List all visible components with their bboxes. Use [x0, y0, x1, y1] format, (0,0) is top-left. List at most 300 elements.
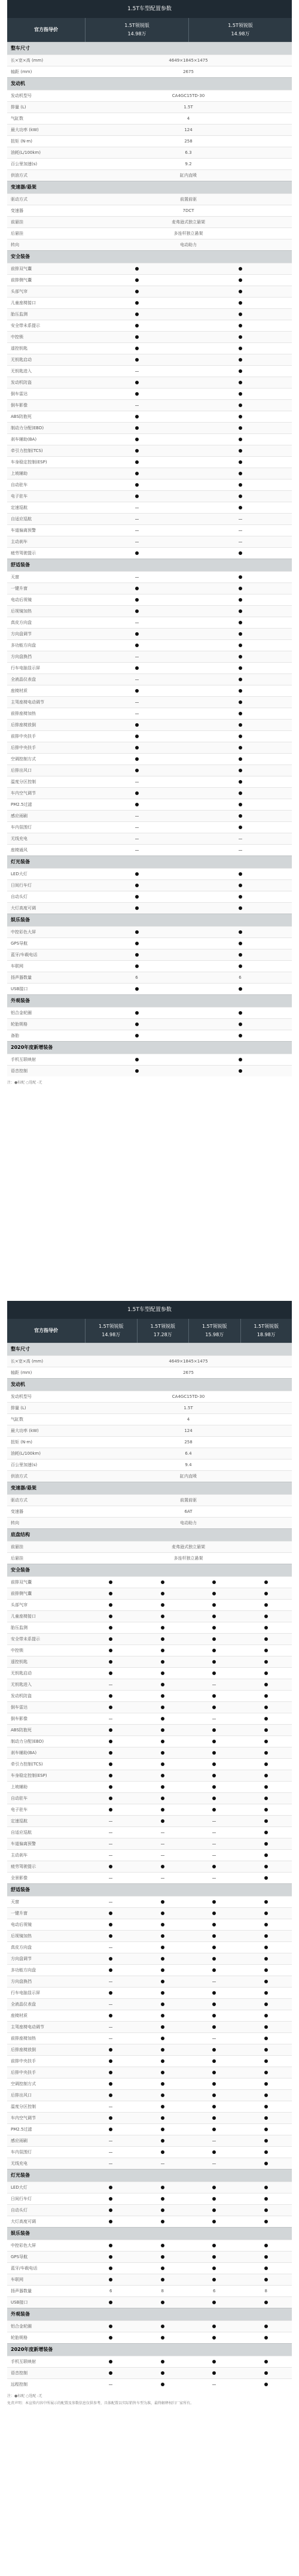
- standard-dot-icon: [85, 298, 188, 308]
- standard-dot-icon: [188, 1793, 240, 1804]
- not-available-dash-icon: [85, 1679, 137, 1690]
- spec-label: LED大灯: [11, 872, 28, 876]
- standard-dot-icon: [137, 2101, 189, 2112]
- standard-dot-icon: [240, 1873, 292, 1883]
- spec-value: CA4GC15TD-30: [172, 1394, 205, 1399]
- spec-row: [7, 1459, 292, 1470]
- spec-label: 倒车雷达: [11, 1705, 28, 1710]
- not-available-dash-icon: [188, 1679, 240, 1690]
- standard-dot-icon: [240, 1645, 292, 1656]
- not-available-dash-icon: [188, 1976, 240, 1987]
- standard-dot-icon: [240, 1702, 292, 1713]
- spec-row: [7, 1826, 292, 1838]
- standard-dot-icon: [188, 2321, 240, 2332]
- section-header: 发动机: [7, 77, 292, 90]
- standard-dot-icon: [240, 1656, 292, 1667]
- spec-label: 百公里加速(s): [11, 1463, 38, 1467]
- header-label: 官方指导价: [34, 27, 58, 32]
- spec-label: 日间行车灯: [11, 883, 32, 888]
- spec-label: 安全带未系提示: [11, 323, 40, 328]
- spec-row: [7, 821, 292, 833]
- standard-dot-icon: [85, 377, 188, 388]
- spec-label: 最大功率 (kW): [11, 128, 39, 132]
- standard-dot-icon: [188, 1702, 240, 1713]
- standard-dot-icon: [188, 1054, 292, 1065]
- standard-dot-icon: [188, 502, 292, 513]
- standard-dot-icon: [188, 811, 292, 821]
- standard-dot-icon: [188, 309, 292, 320]
- spec-row: [7, 1391, 292, 1402]
- spec-label: 车联网: [11, 2277, 23, 2282]
- standard-dot-icon: [137, 2182, 189, 2193]
- standard-dot-icon: [85, 2252, 137, 2262]
- not-available-dash-icon: [85, 2101, 137, 2112]
- standard-dot-icon: [188, 663, 292, 673]
- sheet-title: 1.5T车型配置参数: [7, 0, 292, 18]
- not-available-dash-icon: [85, 776, 188, 787]
- spec-row: [7, 1622, 292, 1633]
- standard-dot-icon: [188, 1725, 240, 1735]
- standard-dot-icon: [240, 1976, 292, 1987]
- standard-dot-icon: [85, 754, 188, 764]
- spec-value: 124: [184, 128, 193, 132]
- spec-row: [7, 1872, 292, 1883]
- model-column-header: [85, 1319, 137, 1343]
- spec-label: GPS导航: [11, 2255, 28, 2259]
- standard-dot-icon: [240, 2056, 292, 2067]
- standard-dot-icon: [188, 332, 292, 342]
- model-name: 1.5T领锐版: [202, 1324, 227, 1329]
- standard-dot-icon: [137, 1782, 189, 1792]
- spec-label: 方向盘调节: [11, 632, 32, 636]
- standard-dot-icon: [137, 1965, 189, 1976]
- spec-row: [7, 468, 292, 479]
- standard-dot-icon: [188, 776, 292, 787]
- not-available-dash-icon: [85, 2022, 137, 2032]
- standard-dot-icon: [137, 2240, 189, 2251]
- standard-dot-icon: [137, 2356, 189, 2367]
- header-label: 官方指导价: [34, 1328, 58, 1333]
- spec-label: 疲劳驾驶提示: [11, 1864, 36, 1869]
- not-available-dash-icon: [188, 845, 292, 855]
- section-header: 变速器/悬架: [7, 1482, 292, 1494]
- standard-dot-icon: [137, 2368, 189, 2378]
- standard-dot-icon: [137, 1747, 189, 1758]
- spec-label: 日间行车灯: [11, 2196, 32, 2201]
- spec-row: [7, 594, 292, 605]
- spec-label: 供油方式: [11, 173, 28, 178]
- spec-row: [7, 2055, 292, 2067]
- not-available-dash-icon: [188, 2135, 240, 2146]
- spec-label: 车内氛围灯: [11, 825, 32, 830]
- spec-row: [7, 2216, 292, 2227]
- spec-row: [7, 730, 292, 742]
- standard-dot-icon: [137, 2263, 189, 2274]
- standard-dot-icon: [137, 2010, 189, 2021]
- standard-dot-icon: [240, 1577, 292, 1588]
- model-column-header: [240, 1319, 292, 1343]
- standard-dot-icon: [137, 1611, 189, 1622]
- standard-dot-icon: [137, 1691, 189, 1701]
- spec-label: 转向: [11, 242, 19, 247]
- standard-dot-icon: [188, 2368, 240, 2378]
- standard-dot-icon: [240, 1953, 292, 1964]
- standard-dot-icon: [85, 640, 188, 651]
- standard-dot-icon: [85, 457, 188, 468]
- standard-dot-icon: [188, 1953, 240, 1964]
- standard-dot-icon: [85, 1953, 137, 1964]
- spec-label: 发动机防盗: [11, 380, 32, 385]
- standard-dot-icon: [85, 2010, 137, 2021]
- not-available-dash-icon: [188, 833, 292, 844]
- spec-value: 前置前驱: [180, 1498, 197, 1503]
- not-available-dash-icon: [137, 1873, 189, 1883]
- standard-dot-icon: [240, 2252, 292, 2262]
- spec-label: 车内氛围灯: [11, 2150, 32, 2155]
- standard-dot-icon: [137, 2297, 189, 2308]
- spec-label: 胎压监测: [11, 1625, 28, 1630]
- spec-row: [7, 708, 292, 719]
- standard-dot-icon: [85, 799, 188, 810]
- not-available-dash-icon: [85, 525, 188, 536]
- standard-dot-icon: [137, 1668, 189, 1679]
- standard-dot-icon: [188, 286, 292, 297]
- standard-dot-icon: [188, 1747, 240, 1758]
- spec-value: 6.3: [185, 150, 192, 155]
- standard-dot-icon: [188, 423, 292, 433]
- standard-dot-icon: [240, 2022, 292, 2032]
- table-header: [7, 18, 292, 42]
- section-header: 2020年度新增装备: [7, 2343, 292, 2356]
- standard-dot-icon: [188, 1066, 292, 1076]
- model-price: 18.98万: [257, 1332, 276, 1337]
- standard-dot-icon: [188, 1770, 240, 1781]
- spec-label: 座椅材质: [11, 688, 28, 693]
- standard-dot-icon: [188, 1668, 240, 1679]
- spec-label: 语音控制: [11, 2371, 28, 2375]
- table-body: [7, 42, 292, 1076]
- standard-dot-icon: [188, 891, 292, 902]
- spec-row: [7, 742, 292, 753]
- spec-value: 6: [213, 2289, 216, 2293]
- spec-row: [7, 1976, 292, 1987]
- not-available-dash-icon: [85, 651, 188, 662]
- spec-row: [7, 1018, 292, 1030]
- spec-row: [7, 536, 292, 547]
- spec-label: 主动刹车: [11, 539, 28, 544]
- spec-label: 转向: [11, 1521, 19, 1525]
- standard-dot-icon: [188, 1030, 292, 1041]
- standard-dot-icon: [188, 343, 292, 354]
- standard-dot-icon: [188, 822, 292, 833]
- section-header: 舒适装备: [7, 1883, 292, 1896]
- spec-label: 前排双气囊: [11, 266, 32, 271]
- standard-dot-icon: [240, 2044, 292, 2055]
- spec-row: [7, 1930, 292, 1941]
- standard-dot-icon: [85, 629, 188, 639]
- standard-dot-icon: [240, 2368, 292, 2378]
- standard-dot-icon: [240, 1793, 292, 1804]
- standard-dot-icon: [85, 938, 188, 949]
- spec-label: 天窗: [11, 575, 19, 579]
- not-available-dash-icon: [188, 1873, 240, 1883]
- standard-dot-icon: [240, 1919, 292, 1930]
- spec-row: [7, 1667, 292, 1679]
- standard-dot-icon: [188, 434, 292, 445]
- spec-label: 长×宽×高 (mm): [11, 1359, 44, 1364]
- spec-row: [7, 433, 292, 445]
- standard-dot-icon: [240, 2216, 292, 2227]
- spec-row: [7, 662, 292, 673]
- standard-dot-icon: [188, 275, 292, 286]
- standard-dot-icon: [188, 1691, 240, 1701]
- spec-label: 自动头灯: [11, 894, 28, 899]
- standard-dot-icon: [137, 1793, 189, 1804]
- spec-row: [7, 1679, 292, 1690]
- spec-row: [7, 113, 292, 124]
- standard-dot-icon: [188, 2240, 240, 2251]
- section-header: 外观装备: [7, 994, 292, 1007]
- not-available-dash-icon: [85, 811, 188, 821]
- section-header: 整车尺寸: [7, 1343, 292, 1355]
- spec-row: [7, 342, 292, 354]
- spec-row: [7, 926, 292, 937]
- spec-row: [7, 1815, 292, 1826]
- not-available-dash-icon: [188, 525, 292, 536]
- standard-dot-icon: [85, 903, 188, 914]
- spec-row: [7, 1941, 292, 1953]
- not-available-dash-icon: [85, 2033, 137, 2044]
- standard-dot-icon: [85, 1804, 137, 1815]
- standard-dot-icon: [188, 938, 292, 949]
- standard-dot-icon: [188, 366, 292, 377]
- not-available-dash-icon: [85, 617, 188, 628]
- standard-dot-icon: [188, 2193, 240, 2204]
- spec-label: 车联网: [11, 964, 23, 969]
- standard-dot-icon: [137, 1897, 189, 1907]
- not-available-dash-icon: [85, 674, 188, 685]
- standard-dot-icon: [137, 1679, 189, 1690]
- standard-dot-icon: [188, 491, 292, 502]
- standard-dot-icon: [85, 1622, 137, 1633]
- spec-row: [7, 320, 292, 331]
- spec-label: 温度分区控制: [11, 2104, 36, 2109]
- spec-row: [7, 787, 292, 799]
- standard-dot-icon: [188, 651, 292, 662]
- spec-value: CA4GC15TD-30: [172, 93, 205, 98]
- spec-value: 258: [184, 139, 193, 144]
- spec-label: 供油方式: [11, 1474, 28, 1479]
- spec-label: 行车电脑显示屏: [11, 1991, 40, 1995]
- spec-row: [7, 651, 292, 662]
- standard-dot-icon: [85, 788, 188, 799]
- standard-dot-icon: [85, 263, 188, 274]
- spec-label: 铝合金轮圈: [11, 1011, 32, 1015]
- spec-label: 气缸数: [11, 1417, 23, 1422]
- spec-row: [7, 445, 292, 456]
- spec-row: [7, 2332, 292, 2343]
- standard-dot-icon: [137, 1804, 189, 1815]
- spec-row: [7, 490, 292, 502]
- standard-dot-icon: [188, 2356, 240, 2367]
- standard-dot-icon: [85, 1054, 188, 1065]
- not-available-dash-icon: [85, 366, 188, 377]
- spec-label: 头部气帘: [11, 1603, 28, 1607]
- standard-dot-icon: [85, 2124, 137, 2135]
- standard-dot-icon: [240, 1668, 292, 1679]
- spec-label: 扬声器数量: [11, 2289, 32, 2293]
- not-available-dash-icon: [85, 1850, 137, 1861]
- spec-label: 中控彩色大屏: [11, 930, 36, 934]
- footnote: 注：●标配 ○选配 -无: [7, 2394, 42, 2398]
- standard-dot-icon: [240, 2158, 292, 2169]
- standard-dot-icon: [85, 869, 188, 879]
- model-name: 1.5T领锐版: [98, 1324, 124, 1329]
- spec-label: 排量 (L): [11, 105, 26, 110]
- spec-label: 发动机防盗: [11, 1694, 32, 1698]
- spec-label: 定速巡航: [11, 505, 28, 510]
- spec-value: 2675: [183, 1370, 194, 1375]
- standard-dot-icon: [240, 2193, 292, 2204]
- not-available-dash-icon: [188, 1850, 240, 1861]
- spec-row: [7, 158, 292, 169]
- standard-dot-icon: [188, 754, 292, 764]
- standard-dot-icon: [188, 961, 292, 972]
- spec-label: 疲劳驾驶提示: [11, 551, 36, 556]
- spec-label: 油耗(L/100km): [11, 150, 41, 155]
- standard-dot-icon: [240, 2135, 292, 2146]
- standard-dot-icon: [137, 1645, 189, 1656]
- standard-dot-icon: [188, 411, 292, 422]
- spec-label: 前排中央扶手: [11, 2059, 36, 2064]
- spec-row: [7, 673, 292, 685]
- standard-dot-icon: [188, 377, 292, 388]
- model-column-header: [188, 18, 292, 42]
- spec-row: [7, 1425, 292, 1436]
- standard-dot-icon: [137, 1759, 189, 1770]
- spec-value: 4: [187, 116, 190, 121]
- spec-row: [7, 286, 292, 297]
- spec-label: 前排中央扶手: [11, 734, 36, 739]
- spec-value: 多连杆独立悬架: [173, 1556, 203, 1561]
- spec-row: [7, 582, 292, 594]
- section-header: 发动机: [7, 1378, 292, 1391]
- standard-dot-icon: [85, 1747, 137, 1758]
- standard-dot-icon: [137, 2056, 189, 2067]
- spec-row: [7, 1735, 292, 1747]
- spec-row: [7, 1713, 292, 1724]
- spec-row: [7, 124, 292, 135]
- not-available-dash-icon: [137, 2158, 189, 2169]
- spec-label: 长×宽×高 (mm): [11, 58, 44, 63]
- spec-row: [7, 2101, 292, 2112]
- spec-row: [7, 2135, 292, 2146]
- spec-label: 轴距 (mm): [11, 1370, 32, 1375]
- spec-row: [7, 1402, 292, 1413]
- standard-dot-icon: [137, 1861, 189, 1872]
- spec-label: 前悬挂: [11, 1545, 23, 1549]
- spec-value: 8: [264, 2289, 267, 2293]
- section-header: 娱乐装备: [7, 914, 292, 926]
- spec-row: [7, 2146, 292, 2158]
- not-available-dash-icon: [85, 2135, 137, 2146]
- model-column-header: [188, 1319, 240, 1343]
- spec-row: [7, 1724, 292, 1735]
- standard-dot-icon: [85, 1931, 137, 1941]
- standard-dot-icon: [188, 468, 292, 479]
- standard-dot-icon: [85, 332, 188, 342]
- spec-label: 无线充电: [11, 836, 28, 841]
- spec-row: [7, 2367, 292, 2378]
- not-available-dash-icon: [85, 845, 188, 855]
- standard-dot-icon: [85, 1645, 137, 1656]
- spec-value: 6: [239, 975, 242, 980]
- spec-value: 6.4: [185, 1451, 192, 1456]
- standard-dot-icon: [85, 354, 188, 365]
- spec-label: 中控锁: [11, 335, 23, 339]
- spec-label: 手机互联映射: [11, 1057, 36, 1062]
- standard-dot-icon: [188, 1931, 240, 1941]
- spec-label: 车内空气调节: [11, 791, 36, 796]
- standard-dot-icon: [85, 2368, 137, 2378]
- spec-label: PM2.5过滤: [11, 802, 32, 807]
- standard-dot-icon: [85, 1691, 137, 1701]
- spec-label: 儿童座椅接口: [11, 301, 36, 305]
- standard-dot-icon: [188, 2022, 240, 2032]
- spec-label: 语音控制: [11, 1069, 28, 1073]
- standard-dot-icon: [85, 927, 188, 937]
- not-available-dash-icon: [85, 1816, 137, 1826]
- standard-dot-icon: [85, 2205, 137, 2216]
- spec-label: 自适应巡航: [11, 1830, 32, 1835]
- spec-row: [7, 776, 292, 787]
- standard-dot-icon: [188, 1611, 240, 1622]
- spec-row: [7, 1552, 292, 1564]
- standard-dot-icon: [85, 1736, 137, 1747]
- standard-dot-icon: [85, 2044, 137, 2055]
- standard-dot-icon: [85, 961, 188, 972]
- spec-label: 遥控钥匙: [11, 1659, 28, 1664]
- spec-row: [7, 399, 292, 411]
- standard-dot-icon: [137, 1816, 189, 1826]
- standard-dot-icon: [188, 354, 292, 365]
- standard-dot-icon: [240, 2274, 292, 2285]
- section-header: 灯光装备: [7, 855, 292, 868]
- spec-row: [7, 1054, 292, 1065]
- not-available-dash-icon: [188, 2033, 240, 2044]
- spec-label: 上坡辅助: [11, 471, 28, 476]
- spec-row: [7, 2067, 292, 2078]
- standard-dot-icon: [188, 1622, 240, 1633]
- standard-dot-icon: [85, 880, 188, 891]
- standard-dot-icon: [188, 629, 292, 639]
- spec-label: 无钥匙启动: [11, 1671, 32, 1676]
- spec-label: 气缸数: [11, 116, 23, 121]
- not-available-dash-icon: [188, 1816, 240, 1826]
- model-price: 14.98万: [127, 31, 147, 37]
- not-available-dash-icon: [85, 502, 188, 513]
- standard-dot-icon: [188, 2101, 240, 2112]
- spec-row: [7, 388, 292, 399]
- standard-dot-icon: [188, 548, 292, 559]
- spec-table-2: [7, 1301, 292, 2390]
- standard-dot-icon: [137, 1588, 189, 1599]
- standard-dot-icon: [240, 1931, 292, 1941]
- spec-label: 铝合金轮圈: [11, 2324, 32, 2329]
- spec-row: [7, 524, 292, 536]
- standard-dot-icon: [137, 1600, 189, 1610]
- spec-label: 全液晶仪表盘: [11, 2002, 36, 2007]
